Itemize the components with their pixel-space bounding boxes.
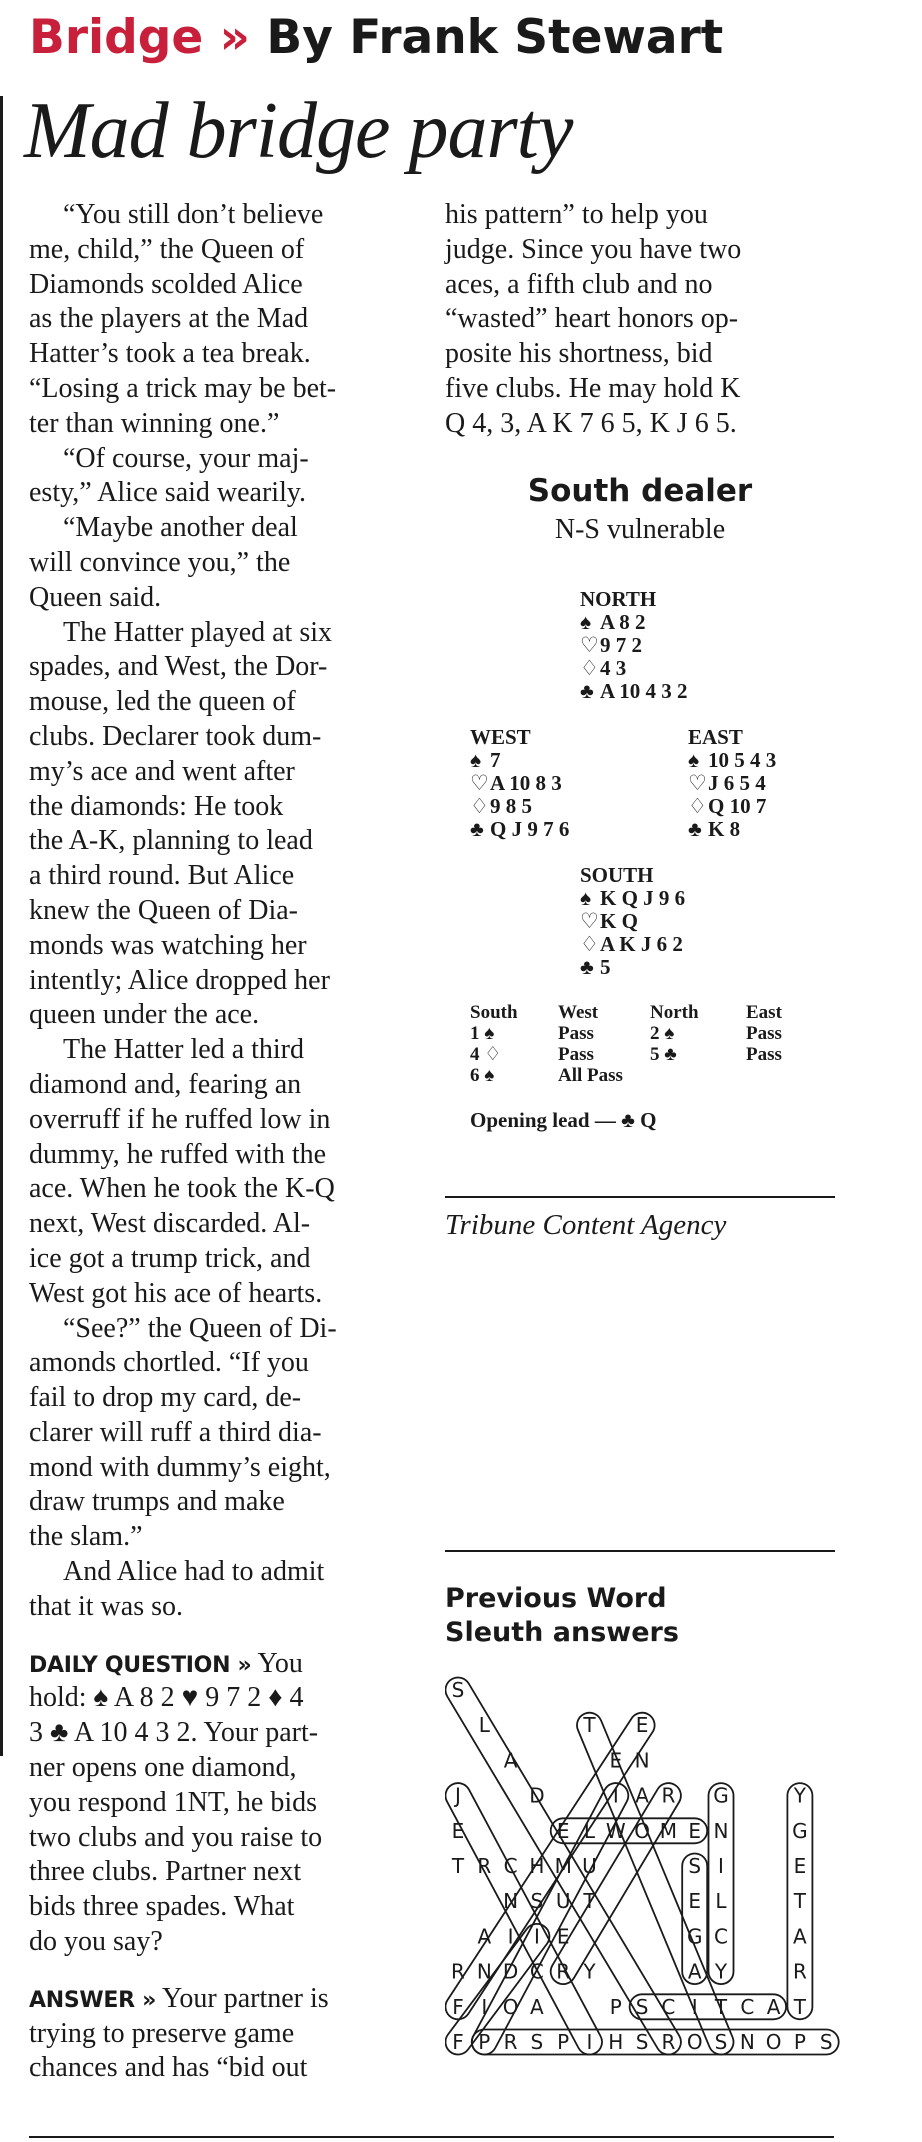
- grid-letter: G: [713, 1783, 729, 1808]
- grid-letter: Y: [583, 1959, 596, 1984]
- grid-letter: E: [635, 1713, 649, 1738]
- hand-spades: [580, 611, 688, 634]
- hand-clubs: [580, 956, 685, 979]
- cards: 5: [600, 955, 611, 979]
- text-line: esty,” Alice said wearily.: [29, 477, 307, 509]
- text-line: overruff if he ruffed low in: [29, 1103, 331, 1135]
- text-line: 3 ♣ A 10 4 3 2. Your part-: [29, 1717, 319, 1749]
- cards: K Q J 9 6: [600, 886, 686, 910]
- bidding-column-south: [470, 1002, 518, 1086]
- grid-letter: I: [481, 1994, 488, 2019]
- grid-letter: E: [688, 1889, 702, 1914]
- grid-letter: H: [608, 2030, 624, 2054]
- hand-spades: [688, 749, 776, 772]
- grid-letter: R: [792, 1959, 807, 1984]
- text-line: Diamonds scolded Alice: [29, 268, 303, 300]
- hand-hearts: [580, 910, 685, 933]
- text-line: the slam.”: [29, 1521, 143, 1553]
- grid-letter: C: [661, 1994, 676, 2019]
- hand-south: [580, 864, 685, 979]
- text-line: me, child,” the Queen of: [29, 233, 305, 265]
- word-loop: [709, 1783, 734, 1984]
- bidding-column-north: [650, 1002, 699, 1065]
- grid-letter: O: [686, 2030, 703, 2054]
- text-line: hold: ♠ A 8 2 ♥ 9 7 2 ♦ 4: [29, 1682, 304, 1714]
- hand-direction: SOUTH: [580, 863, 654, 887]
- grid-letter: C: [714, 1924, 728, 1949]
- text-line: clubs. Declarer took dum-: [29, 720, 322, 752]
- bidding-header: East: [746, 1002, 782, 1023]
- text-line: his pattern” to help you: [445, 199, 708, 230]
- bid: 4 ♢: [470, 1044, 502, 1065]
- answer-text: Your partner is: [156, 1982, 329, 2014]
- bid: 2 ♠: [650, 1023, 675, 1044]
- grid-letter: I: [691, 1994, 698, 2019]
- hearts-icon: ♡: [470, 771, 489, 795]
- clubs-icon: ♣: [470, 817, 484, 841]
- bid: Pass: [746, 1023, 782, 1044]
- grid-letter: T: [793, 1994, 807, 2019]
- word-loop: [472, 2030, 839, 2055]
- hand-diamonds: [580, 657, 688, 680]
- grid-letter: F: [452, 1994, 464, 2019]
- grid-letter: U: [555, 1889, 571, 1914]
- vulnerability: N-S vulnerable: [554, 514, 726, 545]
- word-loop: [630, 1994, 787, 2019]
- word-sleuth-title-line: Sleuth answers: [445, 1617, 679, 1648]
- text-line: posite his shortness, bid: [445, 338, 713, 370]
- text-line: the diamonds: He took: [29, 790, 284, 822]
- grid-letter: R: [451, 1959, 465, 1984]
- diamonds-icon: ♢: [580, 656, 599, 680]
- bid: Pass: [558, 1023, 594, 1044]
- grid-letter: E: [556, 1924, 570, 1949]
- text-line: mouse, led the queen of: [29, 686, 296, 718]
- cards: 4 3: [600, 656, 627, 680]
- column-header: [29, 8, 909, 68]
- grid-letter: T: [583, 1713, 596, 1738]
- grid-letter: J: [455, 1783, 461, 1808]
- section-kicker: Bridge »: [29, 10, 251, 65]
- hand-clubs: [580, 680, 688, 703]
- spacer: [29, 1625, 429, 1647]
- hearts-icon: ♡: [580, 909, 599, 933]
- bidding-column-west: [558, 1002, 623, 1086]
- text-line: “See?” the Queen of Di-: [63, 1312, 337, 1344]
- grid-letter: R: [477, 1854, 492, 1878]
- bid: Pass: [746, 1044, 782, 1065]
- grid-letter: C: [503, 1854, 518, 1878]
- text-line: intently; Alice dropped her: [29, 964, 330, 996]
- headline: Mad bridge party: [24, 87, 573, 175]
- grid-letter: R: [556, 1959, 571, 1984]
- hand-hearts: [470, 772, 569, 795]
- text-line: fail to drop my card, de-: [29, 1382, 302, 1414]
- divider: [445, 1550, 835, 1552]
- text-line: The Hatter led a third: [63, 1034, 305, 1066]
- grid-letter: L: [715, 1889, 727, 1914]
- grid-letter: N: [713, 1818, 729, 1843]
- word-loop: [551, 1818, 708, 1843]
- cards: A 10 8 3: [490, 771, 562, 795]
- bid: Pass: [558, 1044, 594, 1065]
- diamonds-icon: ♢: [580, 932, 599, 956]
- text-line: bids three spades. What: [29, 1891, 295, 1923]
- answer-label: ANSWER »: [29, 1987, 156, 2013]
- text-line: Queen said.: [29, 581, 162, 613]
- grid-letter: S: [451, 1678, 465, 1702]
- cards: A 10 4 3 2: [600, 679, 688, 703]
- grid-letter: O: [765, 2030, 782, 2054]
- grid-letter: A: [530, 1994, 544, 2019]
- text-line: next, West discarded. Al-: [29, 1208, 311, 1240]
- cards: 10 5 4 3: [708, 748, 777, 772]
- grid-letter: D: [502, 1959, 519, 1984]
- grid-letter: U: [582, 1854, 597, 1878]
- text-line: West got his ace of hearts.: [29, 1277, 323, 1309]
- grid-letter: I: [533, 1924, 540, 1949]
- grid-letter: N: [739, 2030, 755, 2054]
- grid-letter: P: [609, 1994, 622, 2019]
- text-line: ter than winning one.”: [29, 407, 280, 439]
- hand-west: [470, 726, 569, 841]
- grid-letter: H: [529, 1854, 545, 1878]
- grid-letter: Y: [714, 1959, 728, 1984]
- grid-letter: P: [557, 2030, 570, 2054]
- grid-letter: E: [451, 1818, 465, 1843]
- grid-letter: T: [714, 1994, 728, 2019]
- grid-letter: C: [740, 1994, 755, 2019]
- grid-letter: S: [819, 2030, 833, 2054]
- text-line: “You still don’t believe: [63, 199, 324, 230]
- hand-east: [688, 726, 776, 841]
- bidding-header: West: [558, 1002, 599, 1023]
- text-line: queen under the ace.: [29, 999, 260, 1031]
- cards: K Q: [600, 909, 638, 933]
- text-line: clarer will ruff a third dia-: [29, 1416, 322, 1448]
- grid-letter: T: [451, 1854, 465, 1878]
- text-line: mond with dummy’s eight,: [29, 1451, 331, 1483]
- grid-letter: R: [661, 2030, 676, 2054]
- hand-diamonds: [688, 795, 776, 818]
- article-column-2: [445, 198, 845, 442]
- grid-letter: O: [634, 1818, 650, 1843]
- deal-info: [445, 470, 835, 548]
- text-line: Hatter’s took a tea break.: [29, 338, 311, 370]
- cards: Q 10 7: [708, 794, 767, 818]
- text-line: draw trumps and make: [29, 1486, 285, 1518]
- bidding-header: North: [650, 1002, 699, 1023]
- grid-letter: I: [507, 1924, 514, 1949]
- grid-letter: I: [612, 1783, 619, 1808]
- word-loop: [445, 1779, 606, 2059]
- grid-letter: L: [478, 1713, 490, 1738]
- hearts-icon: ♡: [580, 633, 599, 657]
- daily-question-text: You: [251, 1647, 303, 1679]
- text-line: as the players at the Mad: [29, 303, 309, 335]
- text-line: ice got a trump trick, and: [29, 1242, 311, 1274]
- hand-direction: EAST: [688, 725, 743, 749]
- grid-letter: M: [659, 1818, 678, 1843]
- clubs-icon: ♣: [580, 679, 594, 703]
- hand-direction: WEST: [470, 725, 531, 749]
- bottom-rule: [29, 2136, 834, 2138]
- hand-hearts: [580, 634, 688, 657]
- text-line: three clubs. Partner next: [29, 1856, 302, 1888]
- agency-credit: Tribune Content Agency: [445, 1209, 727, 1241]
- text-line: diamond and, fearing an: [29, 1068, 302, 1100]
- text-line: And Alice had to admit: [63, 1556, 325, 1588]
- spacer: [29, 1960, 429, 1982]
- spades-icon: ♠: [688, 748, 700, 772]
- grid-letter: G: [792, 1818, 808, 1843]
- clubs-icon: ♣: [580, 955, 594, 979]
- cards: 7: [490, 748, 501, 772]
- text-line: two clubs and you raise to: [29, 1821, 323, 1853]
- text-line: The Hatter played at six: [63, 616, 333, 648]
- text-line: chances and has “bid out: [29, 2052, 308, 2084]
- grid-letter: C: [529, 1959, 544, 1984]
- word-loop: [573, 1709, 737, 2058]
- text-line: aces, a fifth club and no: [445, 268, 713, 300]
- grid-letter: N: [634, 1748, 650, 1773]
- text-line: knew the Queen of Dia-: [29, 894, 299, 926]
- grid-letter: R: [661, 1783, 676, 1808]
- grid-letter: A: [635, 1783, 649, 1808]
- hand-diamonds: [470, 795, 569, 818]
- byline: By Frank Stewart: [266, 10, 724, 65]
- grid-letter: W: [605, 1818, 626, 1843]
- text-line: that it was so.: [29, 1590, 183, 1622]
- grid-letter: N: [503, 1889, 519, 1914]
- grid-letter: A: [793, 1924, 807, 1949]
- article-column-1: [29, 198, 429, 2086]
- grid-letter: A: [503, 1748, 518, 1773]
- text-line: monds was watching her: [29, 929, 307, 961]
- hand-clubs: [688, 818, 776, 841]
- text-line: spades, and West, the Dor-: [29, 651, 328, 683]
- grid-letter: S: [635, 1994, 649, 2019]
- text-line: “Of course, your maj-: [63, 442, 309, 474]
- text-line: five clubs. He may hold K: [445, 372, 741, 404]
- bid: 1 ♠: [470, 1023, 495, 1044]
- grid-letter: I: [586, 2030, 593, 2054]
- clubs-icon: ♣: [688, 817, 702, 841]
- grid-letter: S: [530, 1889, 544, 1914]
- text-line: trying to preserve game: [29, 2017, 295, 2049]
- grid-letter: S: [688, 1854, 702, 1878]
- diamonds-icon: ♢: [688, 794, 707, 818]
- hand-spades: [470, 749, 569, 772]
- bid: 5 ♣: [650, 1044, 677, 1065]
- grid-letter: L: [583, 1818, 596, 1843]
- grid-letter: A: [477, 1924, 492, 1949]
- grid-letter: I: [718, 1854, 724, 1878]
- word-loop: [546, 1778, 685, 1988]
- text-line: do you say?: [29, 1926, 163, 1958]
- grid-letter: S: [635, 2030, 649, 2054]
- spades-icon: ♠: [580, 886, 592, 910]
- grid-letter: M: [554, 1854, 572, 1878]
- hand-clubs: [470, 818, 569, 841]
- grid-letter: S: [530, 2030, 544, 2054]
- text-line: amonds chortled. “If you: [29, 1347, 309, 1379]
- cards: A 8 2: [600, 610, 646, 634]
- cards: 9 8 5: [490, 794, 532, 818]
- grid-letter: N: [476, 1959, 492, 1984]
- hand-north: [580, 588, 688, 703]
- text-line: “wasted” heart honors op-: [445, 303, 739, 335]
- cards: Q J 9 7 6: [490, 817, 570, 841]
- spades-icon: ♠: [470, 748, 482, 772]
- hearts-icon: ♡: [688, 771, 707, 795]
- daily-question: [29, 1647, 429, 1682]
- text-line: will convince you,” the: [29, 546, 291, 578]
- word-sleuth-grid: [445, 1672, 845, 2108]
- text-line: a third round. But Alice: [29, 860, 295, 892]
- bid: 6 ♠: [470, 1065, 495, 1086]
- grid-letter: E: [688, 1818, 702, 1843]
- grid-letter: S: [714, 2030, 728, 2054]
- word-sleuth-title-line: Previous Word: [445, 1583, 667, 1614]
- grid-letter: T: [583, 1889, 596, 1914]
- grid-letter: E: [556, 1818, 570, 1843]
- grid-letter: A: [687, 1959, 702, 1984]
- divider: [445, 1196, 835, 1198]
- hand-hearts: [688, 772, 776, 795]
- text-line: “Losing a trick may be bet-: [29, 372, 337, 404]
- grid-letter: E: [793, 1854, 807, 1878]
- text-line: “Maybe another deal: [63, 512, 298, 544]
- spades-icon: ♠: [580, 610, 592, 634]
- cards: 9 7 2: [600, 633, 642, 657]
- daily-question-label: DAILY QUESTION »: [29, 1652, 252, 1678]
- grid-letter: F: [452, 2030, 464, 2054]
- grid-letter: G: [686, 1924, 703, 1949]
- text-line: ace. When he took the K-Q: [29, 1173, 335, 1205]
- hand-spades: [580, 887, 685, 910]
- left-column-rule: [0, 96, 3, 1756]
- grid-letter: E: [609, 1748, 623, 1773]
- grid-letter: Y: [793, 1783, 807, 1808]
- grid-letter: O: [502, 1994, 519, 2019]
- dealer-title: South dealer: [527, 473, 753, 509]
- opening-lead: Opening lead — ♣ Q: [470, 1108, 657, 1132]
- cards: K 8: [708, 817, 741, 841]
- hand-diamonds: [580, 933, 685, 956]
- text-line: judge. Since you have two: [445, 233, 742, 265]
- bid: All Pass: [558, 1065, 623, 1086]
- text-line: Q 4, 3, A K 7 6 5, K J 6 5.: [445, 407, 737, 439]
- bidding-header: South: [470, 1002, 518, 1023]
- text-line: you respond 1NT, he bids: [29, 1786, 317, 1818]
- text-line: my’s ace and went after: [29, 755, 295, 787]
- cards: A K J 6 2: [600, 932, 683, 956]
- grid-letter: P: [793, 2030, 806, 2054]
- grid-letter: T: [793, 1889, 807, 1914]
- hand-direction: NORTH: [580, 587, 657, 611]
- grid-letter: A: [766, 1994, 781, 2019]
- answer: [29, 1982, 429, 2017]
- text-line: dummy, he ruffed with the: [29, 1138, 327, 1170]
- grid-letter: P: [478, 2030, 491, 2054]
- grid-letter: D: [529, 1783, 545, 1808]
- grid-letter: R: [503, 2030, 518, 2054]
- text-line: ner opens one diamond,: [29, 1752, 297, 1784]
- word-sleuth-title: [445, 1582, 679, 1650]
- text-line: the A-K, planning to lead: [29, 825, 313, 857]
- diamonds-icon: ♢: [470, 794, 489, 818]
- cards: J 6 5 4: [708, 771, 766, 795]
- bidding-column-east: [746, 1002, 782, 1065]
